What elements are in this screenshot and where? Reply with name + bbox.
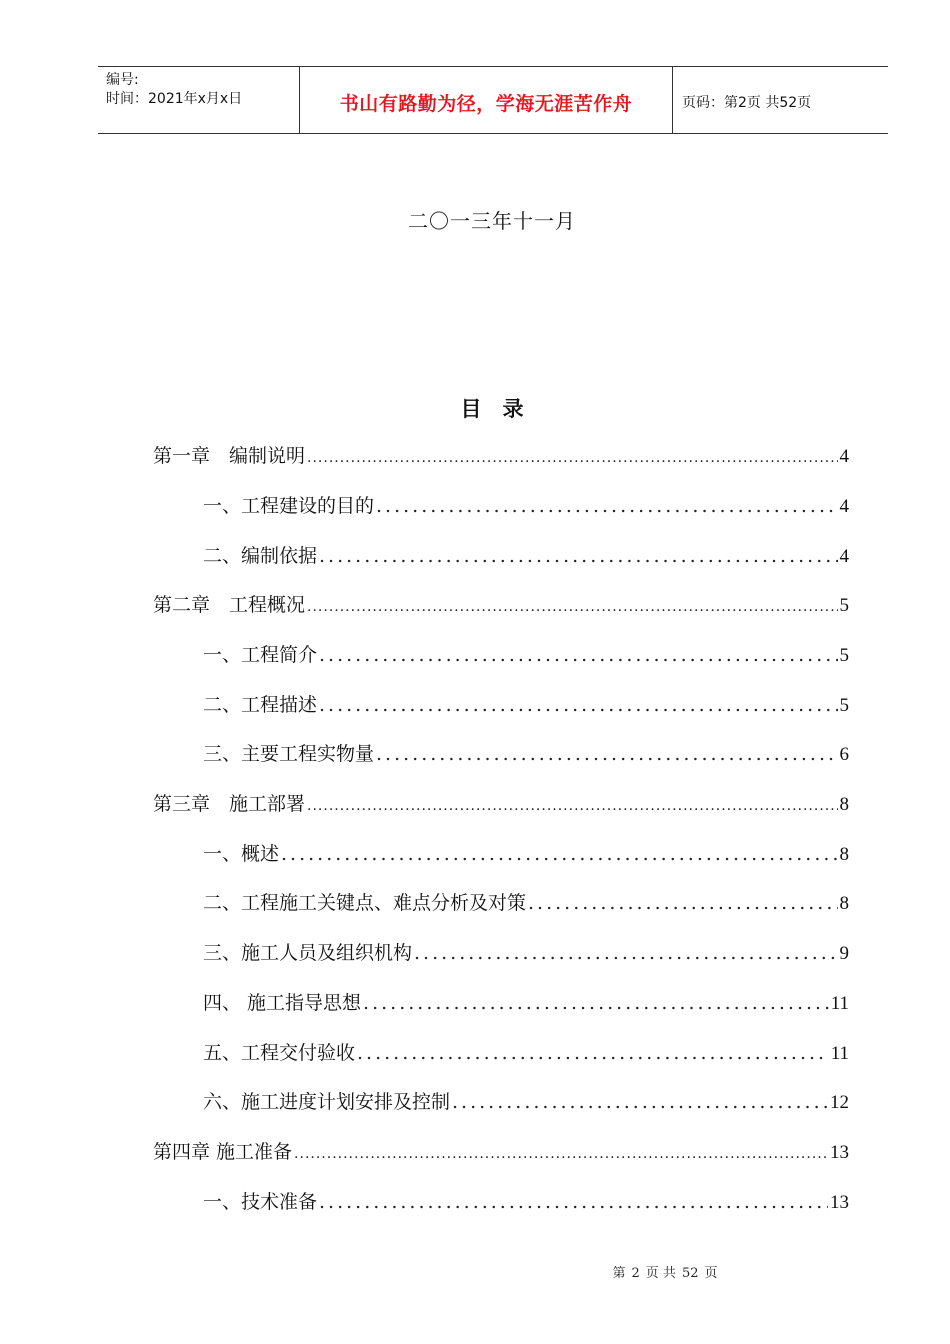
- toc-entry[interactable]: [203, 642, 849, 668]
- toc-entry[interactable]: [153, 791, 849, 817]
- toc-entry[interactable]: [203, 1089, 849, 1115]
- toc-entry[interactable]: [203, 543, 849, 569]
- toc-entry-page: 4: [839, 546, 849, 567]
- toc-entry[interactable]: [153, 443, 849, 469]
- header-number-label: 编号:: [106, 72, 139, 88]
- toc-entry-label: 一、概述: [203, 843, 280, 865]
- toc-leader-dots: [307, 443, 837, 471]
- toc-entry[interactable]: [203, 940, 849, 966]
- toc-leader-dots: [319, 543, 837, 569]
- toc-leader-dots: [319, 692, 837, 718]
- toc-entry-label: 一、工程简介: [203, 644, 318, 666]
- page-header: [98, 66, 888, 134]
- toc-entry-label: 五、工程交付验收: [203, 1042, 356, 1064]
- footer-mid: 页 共: [645, 1266, 676, 1281]
- toc-title: 目 录: [460, 397, 524, 421]
- toc-entry-page: 9: [839, 943, 849, 964]
- toc-entry[interactable]: [203, 1189, 849, 1215]
- toc-leader-dots: [528, 890, 837, 916]
- footer-prefix: 第: [612, 1266, 626, 1281]
- toc-entry-label: 二、编制依据: [203, 545, 318, 567]
- toc-entry-label: 二、工程描述: [203, 694, 318, 716]
- toc-entry-page: 8: [839, 893, 849, 914]
- toc-leader-dots: [414, 940, 837, 966]
- toc-leader-dots: [307, 791, 837, 819]
- toc-entry-label: 第二章 工程概况: [153, 594, 306, 616]
- document-date: 二〇一三年十一月: [408, 209, 576, 233]
- header-meta: [106, 71, 242, 109]
- toc-leader-dots: [319, 642, 837, 668]
- toc-entry-page: 8: [839, 794, 849, 815]
- toc-entry-page: 12: [830, 1092, 849, 1113]
- toc-entry-page: 11: [830, 993, 849, 1014]
- footer-current-page: 2: [631, 1266, 640, 1281]
- toc-leader-dots: [376, 741, 837, 767]
- toc-entry[interactable]: [203, 493, 849, 519]
- header-motto: 书山有路勤为径，学海无涯苦作舟: [339, 93, 633, 115]
- toc-entry-page: 5: [839, 645, 849, 666]
- toc-entry[interactable]: [203, 990, 849, 1016]
- toc-entry-label: 四、 施工指导思想: [203, 992, 362, 1014]
- toc-entry-label: 六、施工进度计划安排及控制: [203, 1091, 451, 1113]
- page-footer: [0, 1262, 950, 1281]
- toc-entry-page: 13: [830, 1142, 849, 1163]
- toc-entry-label: 第三章 施工部署: [153, 793, 306, 815]
- footer-suffix: 页: [704, 1266, 718, 1281]
- toc-entry-page: 11: [830, 1043, 849, 1064]
- header-divider-right: [672, 67, 673, 134]
- toc-entry-page: 5: [839, 695, 849, 716]
- header-time-label: 时间：2021年x月x日: [106, 91, 243, 107]
- toc-leader-dots: [452, 1089, 828, 1115]
- toc-entry-label: 第一章 编制说明: [153, 445, 306, 467]
- toc-entry-page: 6: [839, 744, 849, 765]
- toc-leader-dots: [281, 841, 837, 867]
- toc-entry[interactable]: [203, 1040, 849, 1066]
- toc-entry-label: 一、工程建设的目的: [203, 495, 375, 517]
- toc-leader-dots: [357, 1040, 829, 1066]
- toc-leader-dots: [294, 1139, 828, 1167]
- toc-entry-label: 第四章 施工准备: [153, 1141, 293, 1163]
- toc-entry[interactable]: [203, 692, 849, 718]
- toc-entry-label: 三、主要工程实物量: [203, 743, 375, 765]
- toc-entry-page: 4: [839, 446, 849, 467]
- toc-entry-page: 4: [839, 496, 849, 517]
- footer-total-pages: 52: [681, 1266, 699, 1281]
- toc-leader-dots: [363, 990, 829, 1016]
- header-page-info: 页码：第2页 共52页: [682, 95, 812, 111]
- toc-entry[interactable]: [203, 890, 849, 916]
- toc-entry[interactable]: [153, 1139, 849, 1165]
- toc-entry-label: 二、工程施工关键点、难点分析及对策: [203, 892, 527, 914]
- toc-leader-dots: [307, 592, 837, 620]
- toc-entry[interactable]: [153, 592, 849, 618]
- toc-leader-dots: [319, 1189, 828, 1215]
- toc-entry-label: 一、技术准备: [203, 1191, 318, 1213]
- toc-entry-page: 8: [839, 844, 849, 865]
- toc-entry[interactable]: [203, 741, 849, 767]
- toc-leader-dots: [376, 493, 837, 519]
- toc-entry-label: 三、施工人员及组织机构: [203, 942, 413, 964]
- toc-entry-page: 5: [839, 595, 849, 616]
- toc-entry[interactable]: [203, 841, 849, 867]
- toc-entry-page: 13: [830, 1192, 849, 1213]
